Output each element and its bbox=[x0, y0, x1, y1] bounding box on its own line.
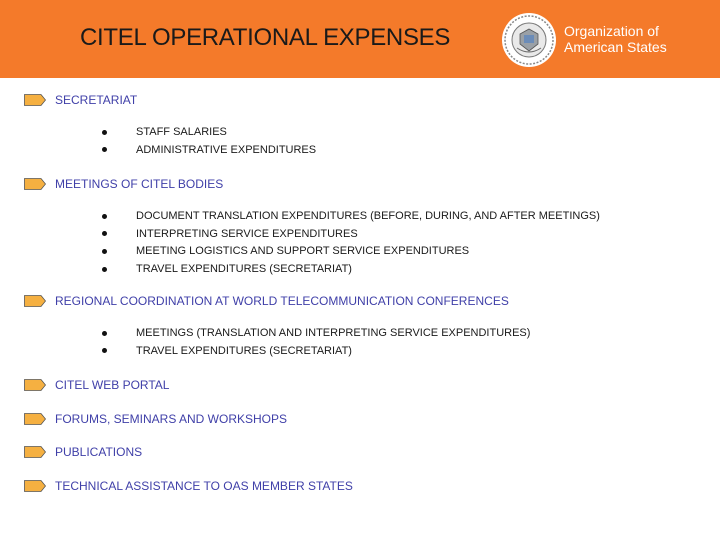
arrow-marker-icon bbox=[24, 178, 46, 190]
list-item bbox=[102, 124, 227, 140]
bullet-icon bbox=[102, 331, 107, 336]
list-item-label: DOCUMENT TRANSLATION EXPENDITURES (BEFORE, DURING, AND AFTER MEETINGS) bbox=[136, 210, 600, 222]
bullet-icon bbox=[102, 214, 107, 219]
bullet-icon bbox=[102, 348, 107, 353]
list-item-label: TRAVEL EXPENDITURES (SECRETARIAT) bbox=[136, 263, 352, 276]
list-item bbox=[102, 226, 358, 242]
section-row bbox=[24, 478, 353, 494]
arrow-marker-icon bbox=[24, 295, 46, 307]
list-item-label: TRAVEL EXPENDITURES (SECRETARIAT) bbox=[136, 344, 352, 357]
page-title: CITEL OPERATIONAL EXPENSES bbox=[80, 24, 451, 51]
arrow-marker-icon bbox=[24, 413, 46, 425]
list-item-label: MEETINGS (TRANSLATION AND INTERPRETING SERVICE EXPENDITURES) bbox=[136, 327, 531, 339]
section-label: SECRETARIAT bbox=[55, 93, 138, 107]
arrow-marker-icon bbox=[24, 446, 46, 458]
list-item-label: INTERPRETING SERVICE EXPENDITURES bbox=[136, 227, 358, 240]
list-item-label: ADMINISTRATIVE EXPENDITURES bbox=[136, 143, 317, 156]
section-row bbox=[24, 293, 509, 309]
bullet-icon bbox=[102, 130, 107, 135]
section-label: TECHNICAL ASSISTANCE TO OAS MEMBER STATES bbox=[55, 479, 353, 493]
arrow-marker-icon bbox=[24, 94, 46, 106]
section-label: CITEL WEB PORTAL bbox=[55, 378, 170, 392]
section-row bbox=[24, 377, 169, 393]
list-item-label: STAFF SALARIES bbox=[136, 126, 227, 138]
org-name-line-2: American States bbox=[564, 39, 667, 55]
list-item bbox=[102, 261, 352, 277]
list-item bbox=[102, 325, 530, 341]
bullet-icon bbox=[102, 267, 107, 272]
section-row bbox=[24, 444, 142, 460]
bullet-icon bbox=[102, 249, 107, 254]
list-item bbox=[102, 343, 352, 359]
section-row bbox=[24, 411, 287, 427]
list-item bbox=[102, 208, 600, 224]
section-label: PUBLICATIONS bbox=[55, 445, 143, 459]
bullet-icon bbox=[102, 147, 107, 152]
list-item bbox=[102, 243, 469, 259]
list-item-label: MEETING LOGISTICS AND SUPPORT SERVICE EXPENDITURES bbox=[136, 245, 470, 258]
org-name-line-1: Organization of bbox=[564, 23, 659, 39]
section-row bbox=[24, 176, 223, 192]
section-row bbox=[24, 92, 137, 108]
section-label: REGIONAL COORDINATION AT WORLD TELECOMMUNICATION CONFERENCES bbox=[55, 294, 509, 308]
section-label: FORUMS, SEMINARS AND WORKSHOPS bbox=[55, 412, 288, 426]
arrow-marker-icon bbox=[24, 379, 46, 391]
list-item bbox=[102, 142, 316, 158]
bullet-icon bbox=[102, 231, 107, 236]
section-label: MEETINGS OF CITEL BODIES bbox=[55, 177, 224, 191]
arrow-marker-icon bbox=[24, 480, 46, 492]
